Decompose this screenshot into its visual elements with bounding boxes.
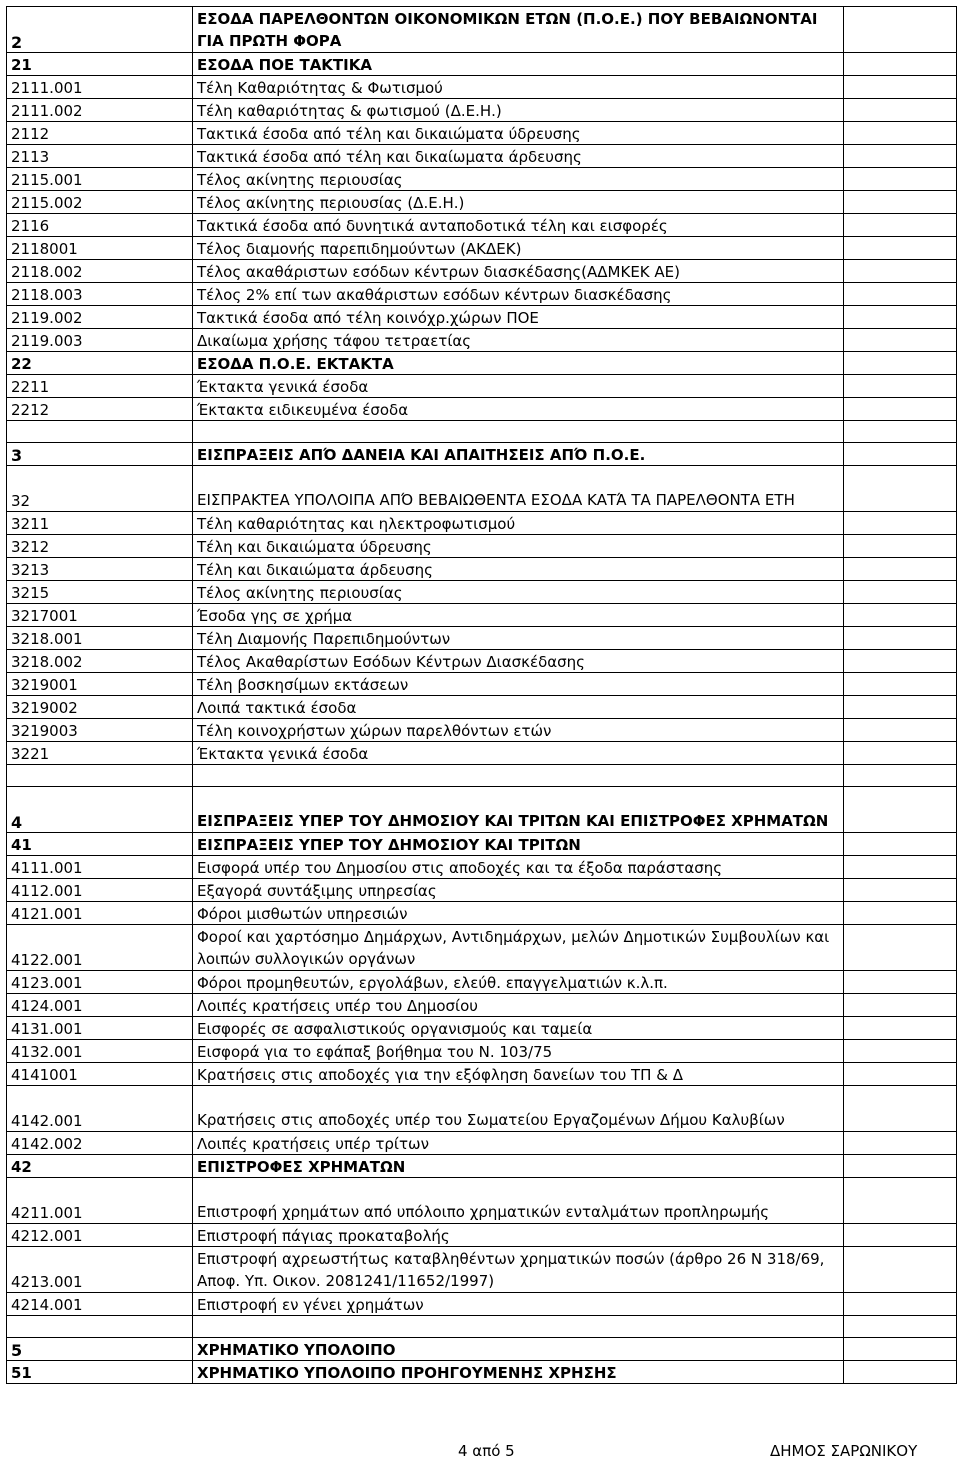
empty-cell [844,214,957,237]
table-row [7,76,957,99]
description-cell: Εισφορά υπέρ του Δημοσίου στις αποδοχές και τα έξοδα παράστασης [193,856,844,879]
description-cell: Επιστροφή χρημάτων από υπόλοιπο χρηματικών ενταλμάτων προπληρωμής [193,1178,844,1224]
description-cell: Επιστροφή πάγιας προκαταβολής [193,1224,844,1247]
table-row [7,260,957,283]
description-cell: Δικαίωμα χρήσης τάφου τετραετίας [193,329,844,352]
empty-cell [844,833,957,856]
description-cell [193,765,844,787]
table-row [7,742,957,765]
code-cell: 2115.002 [7,191,193,214]
description-cell: Επιστροφή εν γένει χρημάτων [193,1293,844,1316]
code-cell [7,1316,193,1338]
spacer-row [7,765,957,787]
empty-cell [844,398,957,421]
empty-cell [844,1063,957,1086]
description-cell: Λοιπές κρατήσεις υπέρ του Δημοσίου [193,994,844,1017]
empty-cell [844,719,957,742]
code-cell: 2212 [7,398,193,421]
table-body [7,7,957,1384]
code-cell: 4142.002 [7,1132,193,1155]
table-row [7,1247,957,1293]
description-cell: Τέλη Διαμονής Παρεπιδημούντων [193,627,844,650]
table-row [7,1293,957,1316]
code-cell: 4142.001 [7,1086,193,1132]
table-row [7,604,957,627]
description-cell: Τέλη καθαριότητας & φωτισμού (Δ.Ε.Η.) [193,99,844,122]
description-cell: Τακτικά έσοδα από δυνητικά ανταποδοτικά τέλη και εισφορές [193,214,844,237]
code-cell [7,765,193,787]
description-cell: Τέλος ακίνητης περιουσίας [193,168,844,191]
table-row [7,375,957,398]
table-row [7,1086,957,1132]
code-cell: 2118001 [7,237,193,260]
description-cell: Τέλη καθαριότητας και ηλεκτροφωτισμού [193,512,844,535]
empty-cell [844,53,957,76]
table-row [7,7,957,53]
description-cell: Επιστροφή αχρεωστήτως καταβληθέντων χρηματικών ποσών (άρθρο 26 Ν 318/69, Αποφ. Υπ. Οικον. 2081241/11652/1997) [193,1247,844,1293]
description-cell: Έκτακτα γενικά έσοδα [193,742,844,765]
code-cell: 4132.001 [7,1040,193,1063]
table-row [7,558,957,581]
empty-cell [844,1040,957,1063]
table-row [7,719,957,742]
empty-cell [844,306,957,329]
code-cell: 3215 [7,581,193,604]
empty-cell [844,145,957,168]
code-cell: 2113 [7,145,193,168]
table-row [7,856,957,879]
table-row [7,122,957,145]
code-cell: 51 [7,1361,193,1384]
code-cell: 2211 [7,375,193,398]
description-cell: ΧΡΗΜΑΤΙΚΟ ΥΠΟΛΟΙΠΟ ΠΡΟΗΓΟΥΜΕΝΗΣ ΧΡΗΣΗΣ [193,1361,844,1384]
empty-cell [844,1247,957,1293]
empty-cell [844,994,957,1017]
empty-cell [844,627,957,650]
empty-cell [844,1132,957,1155]
description-cell: Τέλος διαμονής παρεπιδημούντων (ΑΚΔΕΚ) [193,237,844,260]
code-cell: 32 [7,466,193,512]
code-cell [7,421,193,443]
empty-cell [844,673,957,696]
description-cell: Εισφορά για το εφάπαξ βοήθημα του Ν. 103/75 [193,1040,844,1063]
spacer-row [7,1316,957,1338]
table-row [7,971,957,994]
code-cell: 2111.001 [7,76,193,99]
code-cell: 4111.001 [7,856,193,879]
description-cell: Τέλος ακίνητης περιουσίας (Δ.Ε.Η.) [193,191,844,214]
description-cell: Κρατήσεις στις αποδοχές υπέρ του Σωματείου Εργαζομένων Δήμου Καλυβίων [193,1086,844,1132]
description-cell: Εισφορές σε ασφαλιστικούς οργανισμούς και ταμεία [193,1017,844,1040]
code-cell: 3219002 [7,696,193,719]
table-row [7,168,957,191]
page-number: 4 από 5 [458,1442,515,1460]
description-cell: Φόροι μισθωτών υπηρεσιών [193,902,844,925]
description-cell: Τέλος 2% επί των ακαθάριστων εσόδων κέντρων διασκέδασης [193,283,844,306]
table-row [7,833,957,856]
code-cell: 22 [7,352,193,375]
empty-cell [844,1361,957,1384]
empty-cell [844,283,957,306]
description-cell: Τέλη κοινοχρήστων χώρων παρελθόντων ετών [193,719,844,742]
table-row [7,535,957,558]
description-cell: Έσοδα γης σε χρήμα [193,604,844,627]
empty-cell [844,1178,957,1224]
table-row [7,99,957,122]
empty-cell [844,421,957,443]
description-cell: ΕΣΟΔΑ Π.Ο.Ε. ΕΚΤΑΚΤΑ [193,352,844,375]
code-cell: 3211 [7,512,193,535]
table-row [7,627,957,650]
code-cell: 41 [7,833,193,856]
table-row [7,1361,957,1384]
description-cell: Κρατήσεις στις αποδοχές για την εξόφληση δανείων του ΤΠ & Δ [193,1063,844,1086]
table-row [7,1017,957,1040]
empty-cell [844,971,957,994]
description-cell: ΕΙΣΠΡΑΞΕΙΣ ΑΠΌ ΔΑΝΕΙΑ ΚΑΙ ΑΠΑΙΤΗΣΕΙΣ ΑΠΌ Π.Ο.Ε. [193,443,844,466]
code-cell: 3 [7,443,193,466]
code-cell: 4141001 [7,1063,193,1086]
code-cell: 4124.001 [7,994,193,1017]
table-row [7,581,957,604]
revenue-codes-table [6,6,957,1384]
empty-cell [844,787,957,833]
code-cell: 4212.001 [7,1224,193,1247]
code-cell: 2119.002 [7,306,193,329]
code-cell: 2118.002 [7,260,193,283]
empty-cell [844,696,957,719]
code-cell: 4213.001 [7,1247,193,1293]
description-cell: Τακτικά έσοδα από τέλη και δικαιώματα ύδρευσης [193,122,844,145]
description-cell: ΕΙΣΠΡΑΞΕΙΣ ΥΠΕΡ ΤΟΥ ΔΗΜΟΣΙΟΥ ΚΑΙ ΤΡΙΤΩΝ ΚΑΙ ΕΠΙΣΤΡΟΦΕΣ ΧΡΗΜΑΤΩΝ [193,787,844,833]
empty-cell [844,512,957,535]
description-cell [193,421,844,443]
table-row [7,283,957,306]
code-cell: 2119.003 [7,329,193,352]
empty-cell [844,122,957,145]
description-cell: Έκτακτα ειδικευμένα έσοδα [193,398,844,421]
code-cell: 2 [7,7,193,53]
description-cell: Τέλος ακίνητης περιουσίας [193,581,844,604]
description-cell: Τέλη βοσκησίμων εκτάσεων [193,673,844,696]
empty-cell [844,237,957,260]
table-row [7,145,957,168]
empty-cell [844,329,957,352]
table-row [7,1155,957,1178]
empty-cell [844,168,957,191]
empty-cell [844,7,957,53]
table-row [7,650,957,673]
empty-cell [844,925,957,971]
empty-cell [844,604,957,627]
description-cell [193,1316,844,1338]
table-row [7,1063,957,1086]
empty-cell [844,443,957,466]
empty-cell [844,99,957,122]
code-cell: 3219003 [7,719,193,742]
description-cell: Τέλη Καθαριότητας & Φωτισμού [193,76,844,99]
empty-cell [844,558,957,581]
table-row [7,512,957,535]
code-cell: 4121.001 [7,902,193,925]
description-cell: ΕΣΟΔΑ ΠΟΕ ΤΑΚΤΙΚΑ [193,53,844,76]
description-cell: Έκτακτα γενικά έσοδα [193,375,844,398]
code-cell: 21 [7,53,193,76]
table-row [7,398,957,421]
empty-cell [844,191,957,214]
code-cell: 4211.001 [7,1178,193,1224]
empty-cell [844,260,957,283]
table-row [7,1132,957,1155]
empty-cell [844,856,957,879]
empty-cell [844,1224,957,1247]
empty-cell [844,765,957,787]
description-cell: Φοροί και χαρτόσημο Δημάρχων, Αντιδημάρχων, μελών Δημοτικών Συμβουλίων και λοιπών συλλογικών οργάνων [193,925,844,971]
table-row [7,53,957,76]
description-cell: Τακτικά έσοδα από τέλη και δικαίωματα άρδευσης [193,145,844,168]
municipality-name: ΔΗΜΟΣ ΣΑΡΩΝΙΚΟΥ [770,1442,918,1460]
code-cell: 3213 [7,558,193,581]
table-row [7,191,957,214]
code-cell: 5 [7,1338,193,1361]
code-cell: 42 [7,1155,193,1178]
table-row [7,329,957,352]
table-row [7,902,957,925]
table-row [7,1338,957,1361]
empty-cell [844,902,957,925]
empty-cell [844,581,957,604]
description-cell: Τέλος ακαθάριστων εσόδων κέντρων διασκέδασης(ΑΔΜΚΕΚ ΑΕ) [193,260,844,283]
table-row [7,994,957,1017]
table-row [7,466,957,512]
code-cell: 3221 [7,742,193,765]
code-cell: 2115.001 [7,168,193,191]
description-cell: Τέλη και δικαιώματα άρδευσης [193,558,844,581]
description-cell: Τέλη και δικαιώματα ύδρευσης [193,535,844,558]
code-cell: 4131.001 [7,1017,193,1040]
code-cell: 2116 [7,214,193,237]
description-cell: ΕΣΟΔΑ ΠΑΡΕΛΘΟΝΤΩΝ ΟΙΚΟΝΟΜΙΚΩΝ ΕΤΩΝ (Π.Ο.Ε.) ΠΟΥ ΒΕΒΑΙΩΝΟΝΤΑΙ ΓΙΑ ΠΡΩΤΗ ΦΟΡΑ [193,7,844,53]
table-row [7,879,957,902]
table-row [7,237,957,260]
code-cell: 2112 [7,122,193,145]
code-cell: 3212 [7,535,193,558]
description-cell: Τακτικά έσοδα από τέλη κοινόχρ.χώρων ΠΟΕ [193,306,844,329]
description-cell: Λοιπές κρατήσεις υπέρ τρίτων [193,1132,844,1155]
code-cell: 2111.002 [7,99,193,122]
code-cell: 4 [7,787,193,833]
description-cell: ΕΙΣΠΡΑΚΤΕΑ ΥΠΟΛΟΙΠΑ ΑΠΌ ΒΕΒΑΙΩΘΕΝΤΑ ΕΣΟΔΑ ΚΑΤΆ ΤΑ ΠΑΡΕΛΘΟΝΤΑ ΕΤΗ [193,466,844,512]
description-cell: Εξαγορά συντάξιμης υπηρεσίας [193,879,844,902]
description-cell: Τέλος Ακαθαρίστων Εσόδων Κέντρων Διασκέδασης [193,650,844,673]
empty-cell [844,650,957,673]
empty-cell [844,1293,957,1316]
description-cell: ΧΡΗΜΑΤΙΚΟ ΥΠΟΛΟΙΠΟ [193,1338,844,1361]
table-row [7,1040,957,1063]
table-row [7,787,957,833]
description-cell: Φόροι προμηθευτών, εργολάβων, ελεύθ. επαγγελματιών κ.λ.π. [193,971,844,994]
code-cell: 3218.001 [7,627,193,650]
empty-cell [844,742,957,765]
table-row [7,352,957,375]
table-row [7,696,957,719]
code-cell: 4112.001 [7,879,193,902]
code-cell: 3217001 [7,604,193,627]
table-row [7,214,957,237]
empty-cell [844,352,957,375]
description-cell: ΕΙΣΠΡΑΞΕΙΣ ΥΠΕΡ ΤΟΥ ΔΗΜΟΣΙΟΥ ΚΑΙ ΤΡΙΤΩΝ [193,833,844,856]
empty-cell [844,1338,957,1361]
table-row [7,1224,957,1247]
table-row [7,306,957,329]
code-cell: 4214.001 [7,1293,193,1316]
code-cell: 4123.001 [7,971,193,994]
empty-cell [844,466,957,512]
code-cell: 2118.003 [7,283,193,306]
table-row [7,1178,957,1224]
table-row [7,443,957,466]
description-cell: ΕΠΙΣΤΡΟΦΕΣ ΧΡΗΜΑΤΩΝ [193,1155,844,1178]
empty-cell [844,879,957,902]
code-cell: 3219001 [7,673,193,696]
spacer-row [7,421,957,443]
empty-cell [844,535,957,558]
empty-cell [844,1086,957,1132]
table-row [7,673,957,696]
code-cell: 3218.002 [7,650,193,673]
code-cell: 4122.001 [7,925,193,971]
empty-cell [844,1017,957,1040]
empty-cell [844,375,957,398]
empty-cell [844,1155,957,1178]
description-cell: Λοιπά τακτικά έσοδα [193,696,844,719]
empty-cell [844,76,957,99]
table-row [7,925,957,971]
empty-cell [844,1316,957,1338]
